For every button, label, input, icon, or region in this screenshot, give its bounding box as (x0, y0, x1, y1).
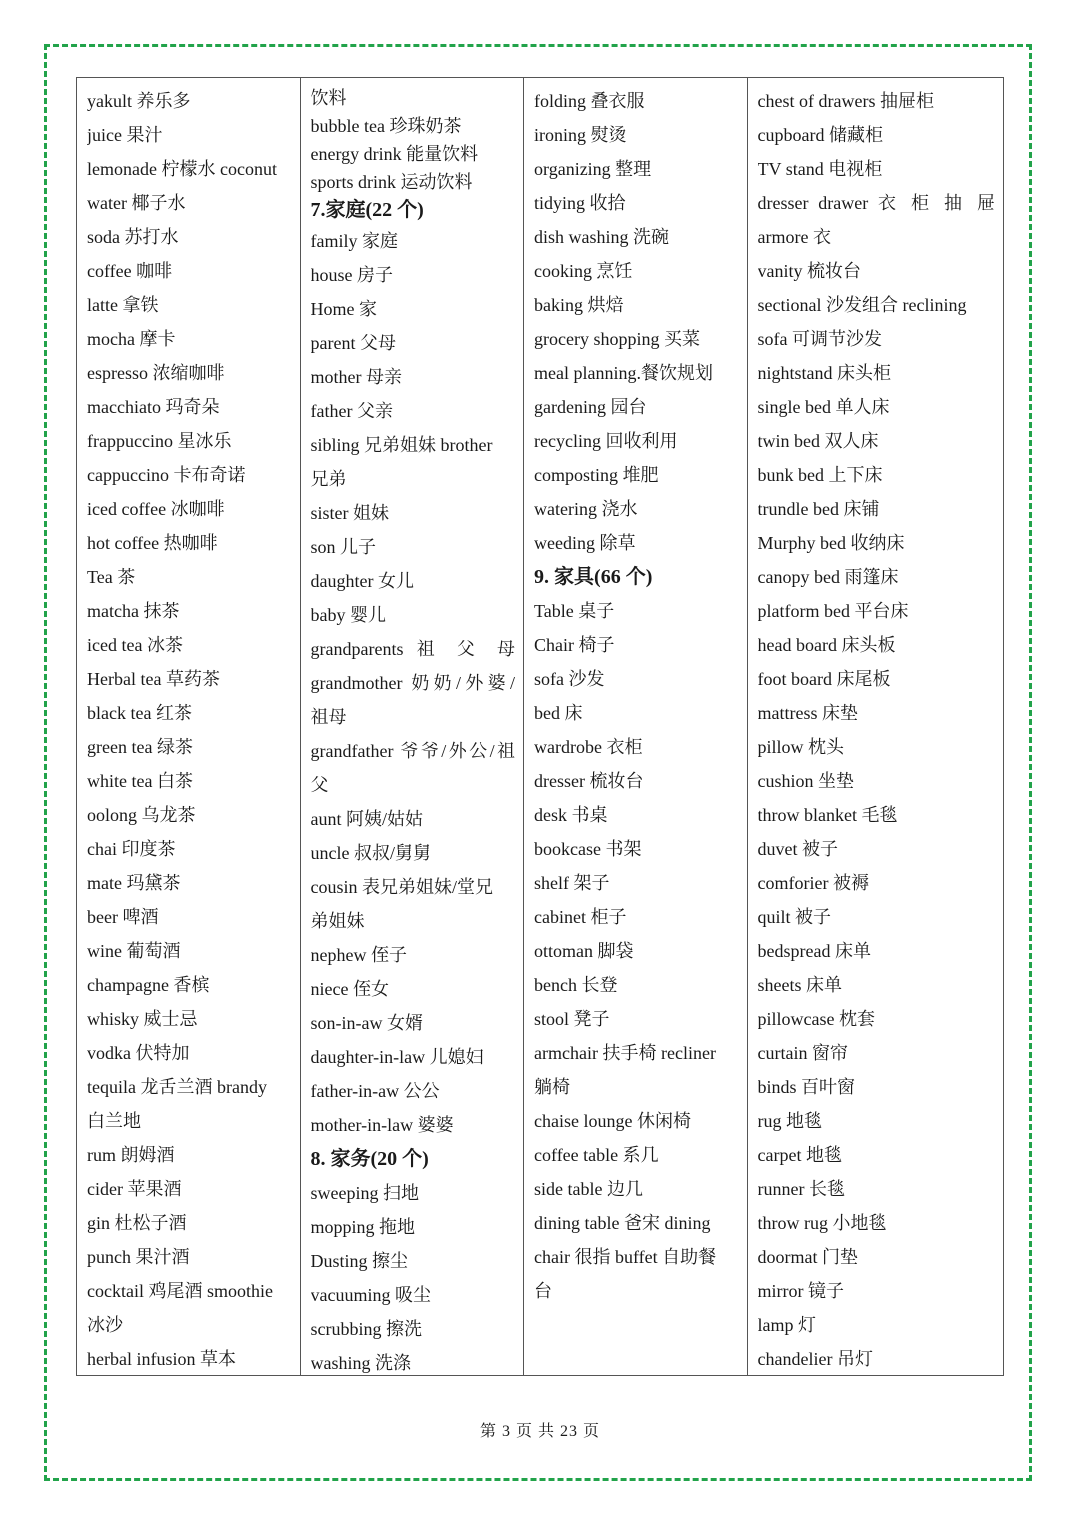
vocab-entry: iced tea 冰茶 (87, 635, 183, 655)
vocab-entry: whisky 威士忌 (87, 1009, 198, 1029)
vocab-entry: shelf 架子 (534, 873, 610, 893)
vocab-entry: 兄弟 (310, 469, 347, 489)
vocab-entry: sister 姐妹 (310, 503, 390, 523)
vocab-entry: frappuccino 星冰乐 (87, 431, 232, 451)
vocab-entry: mocha 摩卡 (87, 329, 176, 349)
vocab-entry: quilt 被子 (757, 907, 832, 927)
vocab-entry: armore 衣 (757, 227, 832, 247)
vocab-entry: grocery shopping 买菜 (534, 329, 701, 349)
vocab-column-4 (748, 78, 1003, 1375)
vocab-entry: family 家庭 (310, 231, 399, 251)
page-number: 第 3 页 共 23 页 (479, 1423, 600, 1440)
vocab-entry: tidying 收拾 (534, 193, 626, 213)
vocab-entry: rum 朗姆酒 (87, 1145, 175, 1165)
vocab-entry: green tea 绿茶 (87, 737, 193, 757)
vocab-entry: chair 很指 buffet 自助餐 (534, 1247, 717, 1267)
vocab-entry: latte 拿铁 (87, 295, 159, 315)
vocab-entry: dresser drawer 衣 柜 抽 屉 (757, 193, 995, 213)
vocab-entry: Tea 茶 (87, 567, 136, 587)
vocab-entry: mother-in-law 婆婆 (310, 1115, 454, 1135)
vocab-entry: house 房子 (310, 265, 394, 285)
vocab-entry: vacuuming 吸尘 (310, 1285, 431, 1305)
vocab-entry: bed 床 (534, 703, 583, 723)
vocab-entry: duvet 被子 (757, 839, 839, 859)
vocab-entry: Home 家 (310, 299, 378, 319)
vocab-entry: desk 书桌 (534, 805, 608, 825)
vocab-entry: foot board 床尾板 (757, 669, 891, 689)
vocab-entry: meal planning.餐饮规划 (534, 363, 714, 383)
vocab-entry: dining table 爸宋 dining (534, 1213, 711, 1233)
vocab-entry: organizing 整理 (534, 159, 652, 179)
vocab-entry: composting 堆肥 (534, 465, 659, 485)
section-heading: 7.家庭(22 个) (310, 199, 424, 221)
vocab-entry: sibling 兄弟姐妹 brother (310, 435, 493, 455)
vocab-entry: sweeping 扫地 (310, 1183, 419, 1203)
vocab-entry: uncle 叔叔/舅舅 (310, 843, 431, 863)
vocab-entry: energy drink 能量饮料 (310, 144, 479, 164)
vocab-entry: bubble tea 珍珠奶茶 (310, 116, 462, 136)
vocab-entry: 父 (310, 775, 329, 795)
vocab-entry: sheets 床单 (757, 975, 843, 995)
vocab-entry: Dusting 擦尘 (310, 1251, 409, 1271)
vocab-entry: folding 叠衣服 (534, 91, 645, 111)
vocab-entry: Table 桌子 (534, 601, 615, 621)
vocab-entry: wine 葡萄酒 (87, 941, 181, 961)
vocab-entry: iced coffee 冰咖啡 (87, 499, 225, 519)
vocab-entry: lamp 灯 (757, 1315, 817, 1335)
vocab-entry: platform bed 平台床 (757, 601, 909, 621)
vocab-entry: Murphy bed 收纳床 (757, 533, 905, 553)
vocab-entry: chaise lounge 休闲椅 (534, 1111, 691, 1131)
vocab-entry: juice 果汁 (87, 125, 163, 145)
vocab-entry: grandparents 祖 父 母 (310, 639, 516, 659)
section-heading: 9. 家具(66 个) (534, 566, 653, 588)
vocab-entry: father-in-aw 公公 (310, 1081, 440, 1101)
vocab-entry: cocktail 鸡尾酒 smoothie (87, 1281, 273, 1301)
vocab-entry: wardrobe 衣柜 (534, 737, 643, 757)
vocab-entry: gardening 园台 (534, 397, 647, 417)
vocab-entry: runner 长毯 (757, 1179, 846, 1199)
vocab-entry: hot coffee 热咖啡 (87, 533, 218, 553)
vocab-entry: stool 凳子 (534, 1009, 610, 1029)
vocab-entry: scrubbing 擦洗 (310, 1319, 423, 1339)
vocab-entry: dresser 梳妆台 (534, 771, 644, 791)
vocab-entry: cabinet 柜子 (534, 907, 627, 927)
vocab-entry: sofa 可调节沙发 (757, 329, 883, 349)
vocab-entry: gin 杜松子酒 (87, 1213, 187, 1233)
vocab-entry: cider 苹果酒 (87, 1179, 182, 1199)
vocab-entry: ironing 熨烫 (534, 125, 627, 145)
vocab-entry: doormat 门垫 (757, 1247, 859, 1267)
vocab-entry: Herbal tea 草药茶 (87, 669, 220, 689)
vocab-entry: soda 苏打水 (87, 227, 179, 247)
vocab-entry: nephew 侄子 (310, 945, 407, 965)
vocab-entry: oolong 乌龙茶 (87, 805, 196, 825)
vocab-entry: 白兰地 (87, 1111, 141, 1131)
vocab-entry: water 椰子水 (87, 193, 186, 213)
vocab-entry: 台 (534, 1281, 553, 1301)
vocab-entry: sofa 沙发 (534, 669, 605, 689)
vocab-entry: bench 长登 (534, 975, 618, 995)
vocab-entry: mate 玛黛茶 (87, 873, 181, 893)
vocab-column-1 (77, 78, 301, 1375)
vocab-entry: canopy bed 雨篷床 (757, 567, 899, 587)
vocab-entry: head board 床头板 (757, 635, 896, 655)
vocab-entry: bookcase 书架 (534, 839, 642, 859)
vocab-entry: tequila 龙舌兰酒 brandy (87, 1077, 267, 1097)
vocab-entry: TV stand 电视柜 (757, 159, 883, 179)
vocab-entry: matcha 抹茶 (87, 601, 180, 621)
vocab-column-3 (524, 78, 748, 1375)
vocab-entry: recycling 回收利用 (534, 431, 678, 451)
vocab-entry: grandfather 爷爷/外公/祖 (310, 741, 516, 761)
vocab-entry: binds 百叶窗 (757, 1077, 856, 1097)
vocab-entry: herbal infusion 草本 (87, 1349, 236, 1369)
vocab-entry: weeding 除草 (534, 533, 636, 553)
vocab-entry: baking 烘焙 (534, 295, 624, 315)
vocab-entry: 躺椅 (534, 1077, 571, 1097)
vocab-entry: chai 印度茶 (87, 839, 176, 859)
vocab-entry: bedspread 床单 (757, 941, 872, 961)
vocab-entry: champagne 香槟 (87, 975, 210, 995)
vocab-entry: 弟姐妹 (310, 911, 365, 931)
vocab-entry: vanity 梳妆台 (757, 261, 862, 281)
vocab-entry: son 儿子 (310, 537, 377, 557)
vocab-entry: cupboard 储藏柜 (757, 125, 884, 145)
vocab-entry: trundle bed 床铺 (757, 499, 880, 519)
vocab-entry: father 父亲 (310, 401, 393, 421)
vocab-entry: white tea 白茶 (87, 771, 193, 791)
vocab-entry: rug 地毯 (757, 1111, 823, 1131)
vocab-entry: sports drink 运动饮料 (310, 172, 473, 192)
vocab-entry: twin bed 双人床 (757, 431, 879, 451)
vocab-entry: Chair 椅子 (534, 635, 615, 655)
vocab-entry: espresso 浓缩咖啡 (87, 363, 225, 383)
vocab-entry: punch 果汁酒 (87, 1247, 190, 1267)
section-heading: 8. 家务(20 个) (310, 1148, 429, 1170)
vocab-entry: son-in-aw 女婿 (310, 1013, 423, 1033)
vocab-entry: 冰沙 (87, 1315, 123, 1335)
vocab-column-2 (301, 78, 525, 1375)
vocab-entry: grandmother 奶奶/外婆/ (310, 673, 516, 693)
vocab-entry: curtain 窗帘 (757, 1043, 849, 1063)
vocab-entry: 祖母 (310, 707, 347, 727)
vocab-entry: 饮料 (310, 88, 347, 108)
vocab-entry: single bed 单人床 (757, 397, 890, 417)
vocab-entry: black tea 红茶 (87, 703, 192, 723)
vocab-entry: cooking 烹饪 (534, 261, 633, 281)
vocab-entry: mother 母亲 (310, 367, 403, 387)
vocab-entry: coffee 咖啡 (87, 261, 173, 281)
vocab-entry: mattress 床垫 (757, 703, 859, 723)
vocab-entry: mirror 镜子 (757, 1281, 845, 1301)
vocab-entry: vodka 伏特加 (87, 1043, 190, 1063)
vocab-entry: washing 洗涤 (310, 1353, 412, 1373)
vocab-entry: macchiato 玛奇朵 (87, 397, 220, 417)
vocab-entry: niece 侄女 (310, 979, 389, 999)
vocab-entry: pillow 枕头 (757, 737, 845, 757)
vocab-entry: aunt 阿姨/姑姑 (310, 809, 424, 829)
vocab-entry: bunk bed 上下床 (757, 465, 883, 485)
vocab-entry: cousin 表兄弟姐妹/堂兄 (310, 877, 494, 897)
vocab-entry: daughter-in-law 儿媳妇 (310, 1047, 484, 1067)
vocab-entry: side table 边几 (534, 1179, 644, 1199)
vocab-entry: nightstand 床头柜 (757, 363, 892, 383)
vocab-entry: coffee table 系几 (534, 1145, 659, 1165)
vocab-entry: carpet 地毯 (757, 1145, 843, 1165)
vocab-entry: dish washing 洗碗 (534, 227, 670, 247)
vocabulary-table (76, 77, 1004, 1376)
vocab-entry: daughter 女儿 (310, 571, 414, 591)
vocab-entry: sectional 沙发组合 reclining (757, 295, 967, 315)
vocab-entry: armchair 扶手椅 recliner (534, 1043, 716, 1063)
vocab-entry: chandelier 吊灯 (757, 1349, 873, 1369)
vocab-entry: comforier 被褥 (757, 873, 870, 893)
vocab-entry: cappuccino 卡布奇诺 (87, 465, 246, 485)
vocab-entry: lemonade 柠檬水 coconut (87, 159, 277, 179)
vocab-entry: parent 父母 (310, 333, 396, 353)
vocab-entry: pillowcase 枕套 (757, 1009, 876, 1029)
vocab-entry: chest of drawers 抽屉柜 (757, 91, 934, 111)
vocab-entry: cushion 坐垫 (757, 771, 855, 791)
vocab-entry: throw rug 小地毯 (757, 1213, 887, 1233)
vocab-entry: yakult 养乐多 (87, 91, 191, 111)
vocab-entry: throw blanket 毛毯 (757, 805, 898, 825)
vocab-entry: baby 婴儿 (310, 605, 387, 625)
vocab-entry: ottoman 脚袋 (534, 941, 634, 961)
vocab-entry: beer 啤酒 (87, 907, 159, 927)
vocab-entry: mopping 拖地 (310, 1217, 416, 1237)
vocab-entry: watering 浇水 (534, 499, 638, 519)
